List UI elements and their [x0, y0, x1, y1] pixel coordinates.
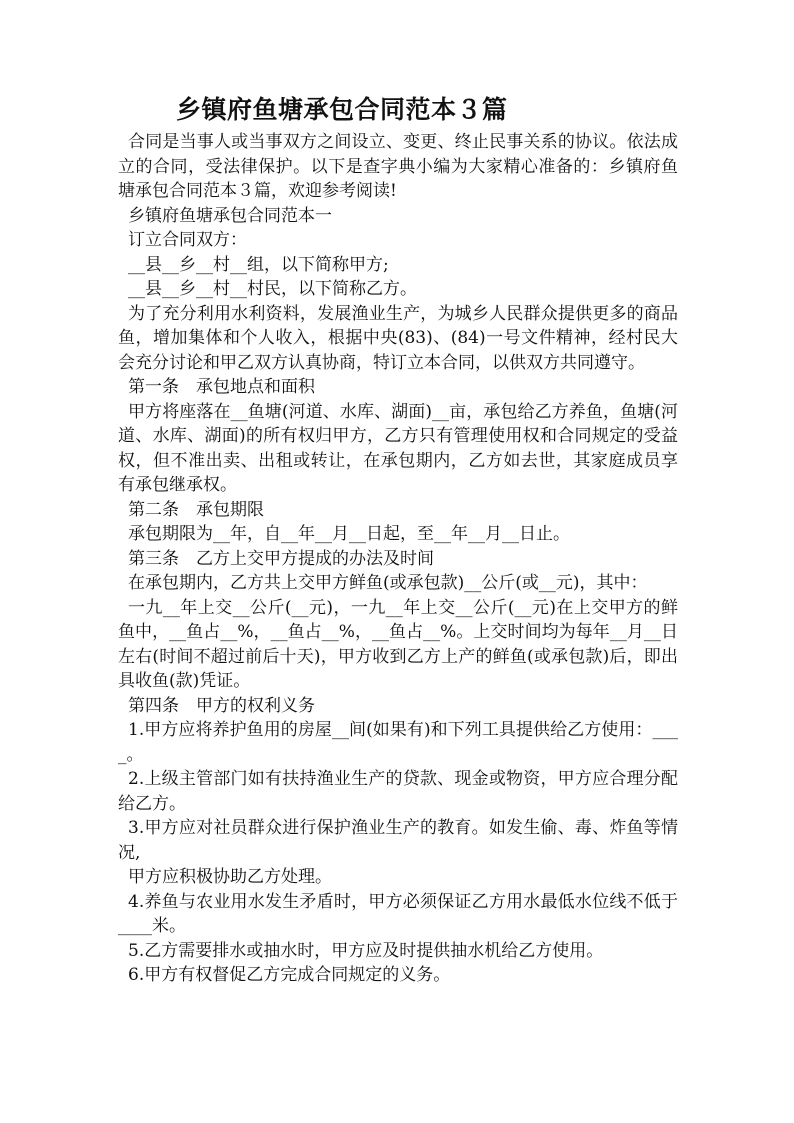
article-4-item-4: 4.养鱼与农业用水发生矛盾时，甲方必须保证乙方用水最低水位线不低于____米。 [118, 891, 678, 936]
document-title: 乡镇府鱼塘承包合同范本３篇 [176, 95, 508, 124]
article-4-item-3-cont: 甲方应积极协助乙方处理。 [128, 867, 332, 887]
article-3-heading: 第三条 乙方上交甲方提成的办法及时间 [128, 548, 434, 569]
paragraph-party-a: __县__乡__村__组，以下简称甲方; [128, 254, 389, 275]
article-4-item-6: 6.甲方有权督促乙方完成合同规定的义务。 [128, 965, 451, 985]
article-1-body: 甲方将座落在__鱼塘(河道、水库、湖面)__亩，承包给乙方养鱼，鱼塘(河道、水库、湖面)的所有权归甲方，乙方只有管理使用权和合同规定的受益权，但不准出卖、出租或转让，在承包期内，乙方如去世，其家庭成员享有承包继承权。 [118, 401, 678, 495]
article-4-item-1: 1.甲方应将养护鱼用的房屋__间(如果有)和下列工具提供给乙方使用：____。 [118, 720, 678, 765]
article-4-item-3: 3.甲方应对社员群众进行保护渔业生产的教育。如发生偷、毒、炸鱼等情况, [118, 818, 678, 863]
paragraph-purpose: 为了充分利用水利资料，发展渔业生产，为城乡人民群众提供更多的商品鱼，增加集体和个人收入，根据中央(83)、(84)一号文件精神，经村民大会充分讨论和甲乙双方认真协商，特订立本合同，以供双方共同遵守。 [118, 303, 678, 373]
article-3-body: 在承包期内，乙方共上交甲方鲜鱼(或承包款)__公斤(或__元)，其中： [128, 573, 648, 593]
article-4-item-5: 5.乙方需要排水或抽水时，甲方应及时提供抽水机给乙方使用。 [128, 940, 604, 961]
paragraph-section-title: 乡镇府鱼塘承包合同范本一 [128, 205, 332, 226]
document-page [118, 92, 678, 988]
article-4-item-2: 2.上级主管部门如有扶持渔业生产的贷款、现金或物资，甲方应合理分配给乙方。 [118, 769, 678, 814]
paragraph-party-b: __县__乡__村__村民，以下简称乙方。 [128, 279, 417, 299]
paragraph-parties-heading: 订立合同双方： [128, 230, 247, 250]
article-1-heading: 第一条 承包地点和面积 [128, 377, 315, 397]
article-3-detail: 一九__年上交__公斤(__元)，一九__年上交__公斤(__元)在上交甲方的鲜鱼中，__鱼占__%，__鱼占__%，__鱼占__%。上交时间均为每年__月__日左右(时间不超过前后十天)，甲方收到乙方上产的鲜鱼(或承包款)后，即出具收鱼(款)凭证。 [118, 597, 678, 691]
article-4-heading: 第四条 甲方的权利义务 [128, 695, 315, 716]
article-2-heading: 第二条 承包期限 [128, 499, 264, 520]
paragraph-intro: 合同是当事人或当事双方之间设立、变更、终止民事关系的协议。依法成立的合同，受法律保护。以下是查字典小编为大家精心准备的：乡镇府鱼塘承包合同范本３篇，欢迎参考阅读! [118, 132, 678, 201]
article-2-body: 承包期限为__年，自__年__月__日起，至__年__月__日止。 [128, 524, 570, 544]
